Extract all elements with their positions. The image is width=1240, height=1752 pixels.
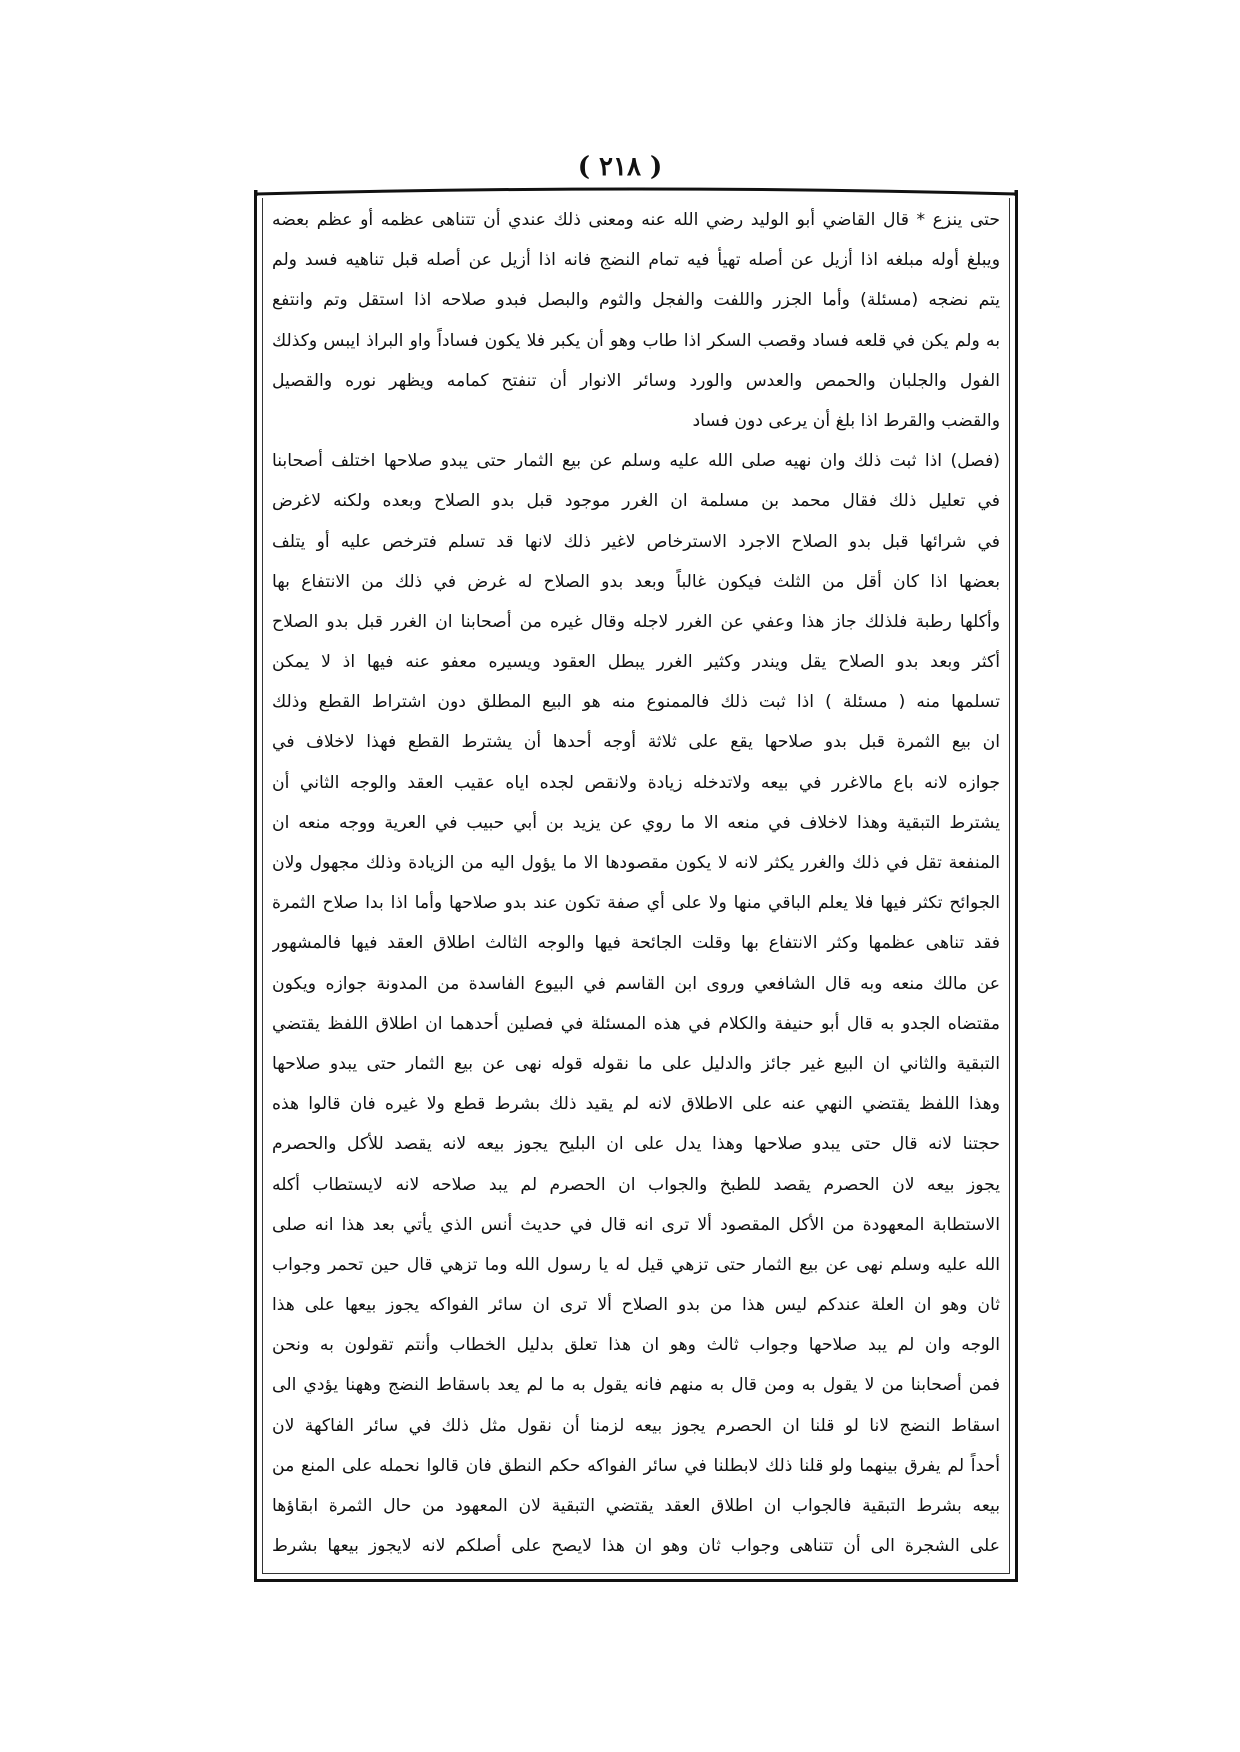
text-line: ثان وهو ان العلة عندكم ليس هذا من بدو الصلاح ألا ترى ان سائر الفواكه يجوز بيعها على هذا [272,1295,1000,1316]
text-line: ان بيع الثمرة قبل بدو صلاحها يقع على ثلاثة أوجه أحدها أن يشترط القطع فهذا لاخلاف في [272,732,1000,753]
text-line: أكثر وبعد بدو الصلاح يقل ويندر وكثير الغرر يبطل العقود ويسيره معفو عنه فيها اذ لا يمكن [272,652,1000,673]
text-line: والقضب والقرط اذا بلغ أن يرعى دون فساد [692,410,1000,431]
text-line: عن مالك منعه وبه قال الشافعي وروى ابن القاسم في البيوع الفاسدة من المدونة جوازه ويكون [272,973,1000,994]
text-line: في تعليل ذلك فقال محمد بن مسلمة ان الغرر موجود قبل بدو الصلاح وبعده ولكنه لاغرض [272,491,1000,512]
text-line: حتى ينزع * قال القاضي أبو الوليد رضي الله عنه ومعنى ذلك عندي أن تتناهى عظمه أو عظم بعضه [272,210,1000,230]
text-line: يتم نضجه (مسئلة) وأما الجزر واللفت والفجل والثوم والبصل فبدو صلاحه اذا استقل وتم وانتفع [272,290,1000,311]
text-line: أحداً لم يفرق بينهما ولو قلنا ذلك لابطلنا في سائر الفواكه حكم النطق فان قالوا نحمله على المنع من [272,1455,1000,1476]
text-line: الفول والجلبان والحمص والعدس والورد وسائر الانوار أن تنفتح كمامه ويظهر نوره والقصيل [272,370,1000,391]
text-line: فقد تناهى عظمها وكثر الانتفاع بها وقلت الجائحة فيها والوجه الثالث اطلاق العقد فيها فالمشهور [272,933,1000,954]
text-line: الاستطابة المعهودة من الأكل المقصود ألا ترى انه قال في حديث أنس الذي يأتي بعد هذا انه صلى [272,1214,1000,1235]
text-line: ويبلغ أوله مبلغه اذا أزيل عن أصله تهيأ فيه تمام النضج فانه اذا أزيل عن أصله قبل تناهيه فسد ولم [272,250,1000,271]
text-line: تسلمها منه ( مسئلة ) اذا ثبت ذلك فالممنوع منه هو البيع المطلق دون اشتراط القطع وذلك [272,692,1000,713]
text-line: مقتضاه الجدو به قال أبو حنيفة والكلام في هذه المسئلة في فصلين أحدهما ان اطلاق اللفظ يقتضي [272,1013,1000,1034]
text-line: في شرائها قبل بدو الصلاح الاجرد الاسترخاص لاغير ذلك لانها قد تسلم فترخص عليه أو يتلف [272,531,1000,552]
page-body-text [272,200,1000,1566]
text-line: التبقية والثاني ان البيع غير جائز والدليل على ما نقوله قوله نهى عن بيع الثمار حتى يبدو صلاحها [272,1053,1000,1074]
text-line: وهذا اللفظ يقتضي النهي عنه على الاطلاق لانه لم يقيد ذلك بشرط قطع ولا غيره فان قالوا هذه [272,1094,1000,1115]
text-line: على الشجرة الى أن تتناهى وجواب ثان وهو ان هذا لايصح على أصلكم لانه لايجوز بيعها بشرط [272,1536,1000,1557]
text-line: بيعه بشرط التبقية فالجواب ان اطلاق العقد يقتضي التبقية لان المعهود من حال الثمرة ابقاؤها [272,1496,1000,1516]
text-line: فمن أصحابنا من لا يقول به ومن قال به منهم فانه يقول به ما لم يعد باسقاط النضج وههنا يؤدي الى [272,1375,1000,1396]
text-line: وأكلها رطبة فلذلك جاز هذا وعفي عن الغرر لاجله وقال غيره من أصحابنا ان الغرر قبل بدو الصلاح [272,611,1000,632]
text-line: (فصل) اذا ثبت ذلك وان نهيه صلى الله عليه وسلم عن بيع الثمار حتى يبدو صلاحها اختلف أصحابنا [272,451,1000,472]
text-line: اسقاط النضج لانا لو قلنا ان الحصرم يجوز بيعه لزمنا أن نقول مثل ذلك في سائر الفاكهة لان [272,1415,1000,1436]
text-line: يشترط التبقية وهذا لاخلاف في منعه الا ما روي عن يزيد بن أبي حبيب في العرية ووجه منعه ان [272,812,1000,833]
text-line: المنفعة تقل في ذلك والغرر يكثر لانه لا يكون مقصودها الا ما يؤول اليه من الزيادة وذلك مجهول ولان [272,853,1000,873]
text-line: الوجه وان لم يبد صلاحها وجواب ثالث وهو ان هذا تعلق بدليل الخطاب وأنتم تقولون به ونحن [272,1335,1000,1356]
text-line: به ولم يكن في قلعه فساد وقصب السكر اذا طاب وهو أن يكبر فلا يكون فساداً واو البراذ ايبس وكذلك [272,330,1000,351]
text-line: يجوز بيعه لان الحصرم يقصد للطبخ والجواب ان الحصرم لم يبد صلاحه لانه لايستطاب أكله [272,1174,1000,1195]
text-line: جوازه لانه باع مالاغرر في بيعه ولاتدخله زيادة ولانقص لجده اياه عقيب العقد والوجه الثاني أن [272,772,1000,793]
text-line: الجوائح تكثر فيها فلا يعلم الباقي منها ولا على أي صفة تكون عند بدو صلاحها وأما اذا بدا صلاح الثمرة [272,893,1000,914]
page-number: ( ٢١٨ ) [577,152,663,182]
text-line: الله عليه وسلم نهى عن بيع الثمار حتى تزهي قيل له يا رسول الله وما تزهي قال حين تحمر وجواب [272,1254,1000,1275]
text-line: حجتنا لانه قال حتى يبدو صلاحها وهذا يدل على ان البليح يجوز بيعه لانه يقصد للأكل والحصرم [272,1134,1000,1155]
text-line: بعضها اذا كان أقل من الثلث فيكون غالباً وبعد بدو الصلاح له غرض في ذلك من الانتفاع بها [272,571,1000,592]
